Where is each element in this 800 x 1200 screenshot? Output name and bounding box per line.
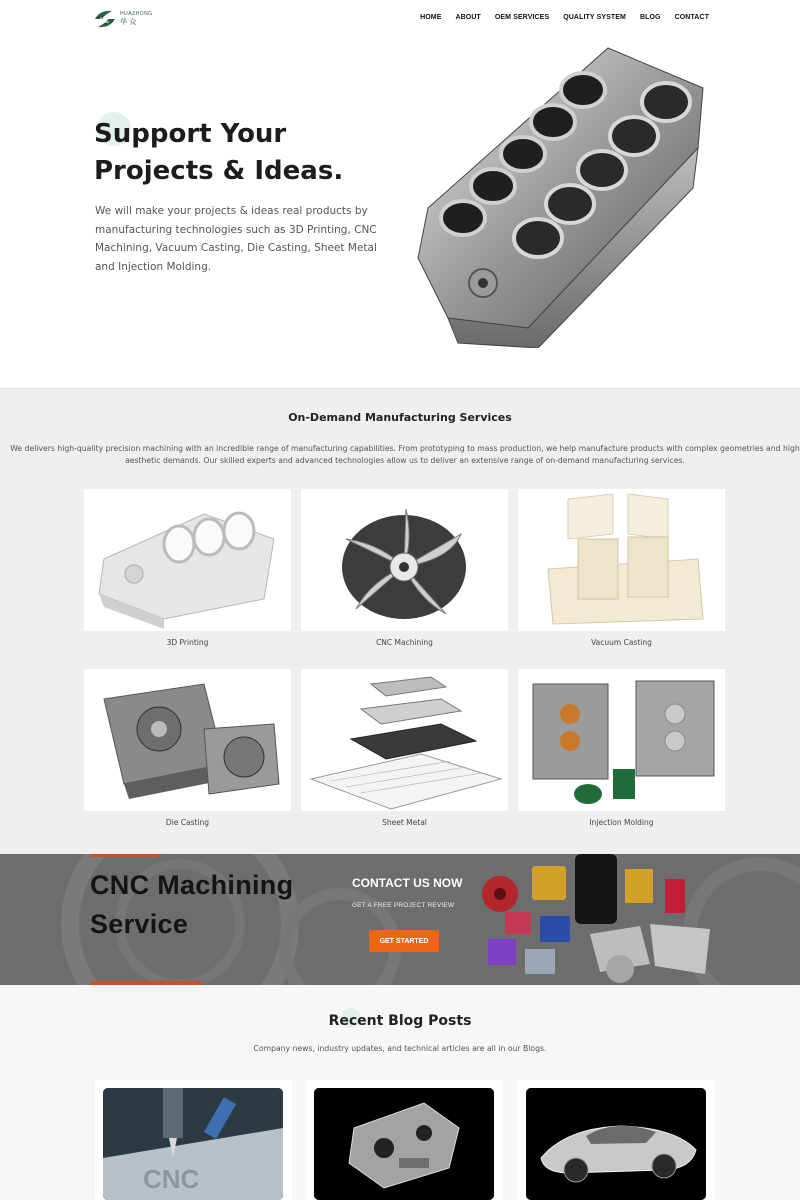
service-label: Vacuum Casting: [591, 638, 652, 647]
service-card-vacuum-casting[interactable]: [518, 489, 725, 647]
nav-quality-system[interactable]: QUALITY SYSTEM: [563, 14, 626, 21]
blog-post-card[interactable]: [306, 1080, 503, 1200]
nav-home[interactable]: HOME: [420, 14, 442, 21]
blog-post-image-part: [314, 1088, 494, 1200]
main-nav: [406, 14, 709, 21]
banner-title: CNC Machining Service: [90, 870, 294, 939]
service-label: Sheet Metal: [382, 818, 427, 827]
service-image-vacuum-casting: [518, 489, 725, 631]
blog-subtitle: Company news, industry updates, and technical articles are all in our Blogs.: [253, 1044, 547, 1053]
service-image-3d-printing: [84, 489, 291, 631]
blog-post-card[interactable]: [95, 1080, 292, 1200]
logo-mark-icon: [94, 9, 116, 29]
svg-text:CNC: CNC: [143, 1164, 200, 1194]
svg-text:HZ: HZ: [100, 17, 110, 25]
hero-section: [0, 40, 800, 388]
service-card-die-casting[interactable]: [84, 669, 291, 827]
nav-about[interactable]: ABOUT: [455, 14, 481, 21]
cnc-parts-image: [470, 854, 720, 985]
blog-post-image-cnc: [103, 1088, 283, 1200]
service-card-injection-molding[interactable]: [518, 669, 725, 827]
nav-oem-services[interactable]: OEM SERVICES: [494, 14, 550, 21]
services-title: On-Demand Manufacturing Services: [288, 411, 512, 424]
service-card-cnc-machining[interactable]: [301, 489, 508, 647]
hero-description: We will make your projects & ideas real products by manufacturing technologies such as 3D Printing, CNC Machining, Vacuum Casting, Die Casting, Sheet Metal and Injection Molding.: [95, 205, 377, 273]
free-review-text: GET A FREE PROJECT REVIEW: [352, 902, 455, 909]
service-image-die-casting: [84, 669, 291, 811]
blog-section: [0, 985, 800, 1200]
services-description: We delivers high-quality precision machining with an incredible range of manufacturing capabilities. From prototyping to mass production, we help manufacture products with complex geometries and high aesthetic demands. Our skilled experts and advanced technologies allow us to deliver an extensive range of on-demand manufacturing services.: [10, 444, 800, 465]
accent-bar: [90, 854, 161, 857]
engine-block-image: [408, 28, 708, 348]
service-image-sheet-metal: [301, 669, 508, 811]
logo-text-en: HUAZHONG: [120, 11, 153, 17]
service-label: 3D Printing: [166, 638, 209, 647]
nav-contact[interactable]: CONTACT: [674, 14, 709, 21]
service-image-injection-molding: [518, 669, 725, 811]
contact-heading: CONTACT US NOW: [352, 876, 463, 890]
service-image-cnc-machining: [301, 489, 508, 631]
service-label: Die Casting: [165, 818, 210, 827]
blog-post-card[interactable]: [518, 1080, 715, 1200]
blog-post-image-car: [526, 1088, 706, 1200]
cnc-banner: [0, 854, 800, 985]
hero-title: Support Your Projects & Ideas.: [94, 119, 344, 186]
service-card-3d-printing[interactable]: [84, 489, 291, 647]
service-label: Injection Molding: [589, 818, 654, 827]
services-section: [0, 388, 800, 854]
service-card-sheet-metal[interactable]: [301, 669, 508, 827]
blog-title: Recent Blog Posts: [328, 1013, 472, 1029]
nav-blog[interactable]: BLOG: [639, 14, 661, 21]
logo-text-cn: 华 众: [120, 18, 137, 26]
logo[interactable]: [94, 7, 158, 31]
service-label: CNC Machining: [376, 638, 433, 647]
get-started-button[interactable]: GET STARTED: [369, 930, 439, 952]
